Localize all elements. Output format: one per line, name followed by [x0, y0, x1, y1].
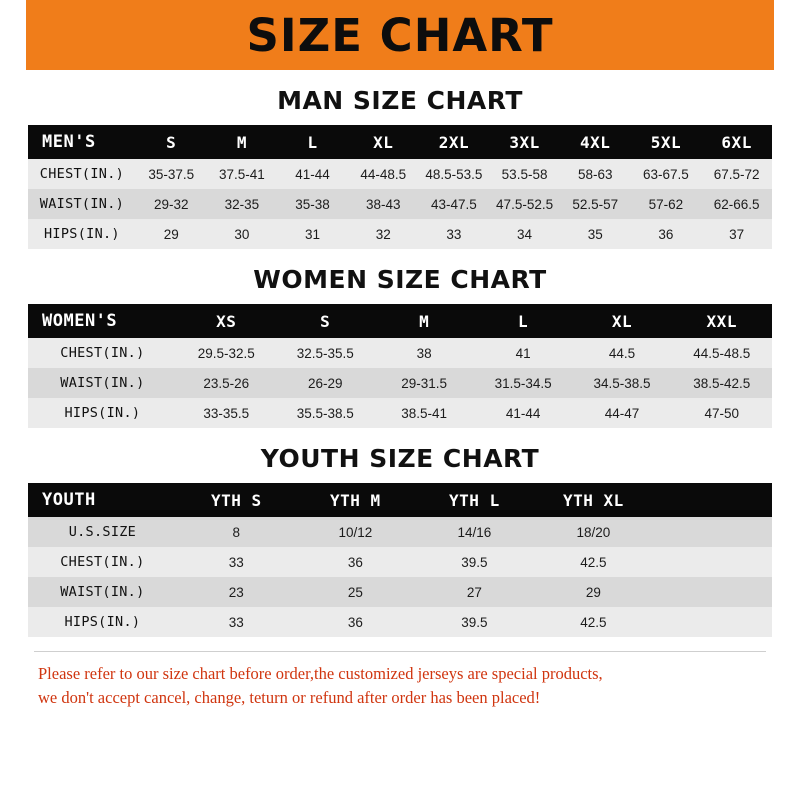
header-cell: M: [236, 132, 247, 152]
cell: 42.5: [580, 614, 607, 630]
header-cell: 3XL: [509, 132, 540, 152]
header-cell: 4XL: [580, 132, 611, 152]
cell: 43-47.5: [431, 196, 477, 212]
header-cell: [653, 483, 772, 517]
cell: 29: [163, 226, 179, 242]
cell: 34: [517, 226, 533, 242]
cell: 25: [347, 584, 363, 600]
cell: 38.5-42.5: [693, 375, 751, 391]
cell: [653, 607, 772, 637]
policy-note-line-1: Please refer to our size chart before order,the customized jerseys are special products,: [38, 664, 603, 683]
man-size-table: [28, 125, 772, 249]
cell: 29-31.5: [401, 375, 448, 391]
header-cell: YTH S: [210, 490, 262, 510]
table-header-row: [28, 304, 772, 338]
header-cell: 2XL: [438, 132, 470, 152]
header-cell: M: [419, 311, 430, 331]
cell: 36: [347, 554, 363, 570]
women-size-table: [28, 304, 772, 428]
cell: 58-63: [577, 166, 613, 182]
cell: 41: [515, 345, 531, 361]
header-cell: YTH L: [449, 490, 500, 510]
cell: 32.5-35.5: [296, 345, 354, 361]
header-cell: 6XL: [721, 132, 752, 152]
row-label: WAIST(IN.): [60, 375, 145, 391]
cell: [653, 517, 772, 547]
header-cell: XS: [216, 311, 237, 331]
cell: 47.5-52.5: [496, 196, 554, 212]
row-label: HIPS(IN.): [44, 226, 120, 242]
section-women: [28, 265, 772, 428]
cell: [653, 547, 772, 577]
cell: 33: [446, 226, 462, 242]
section-man: [28, 86, 772, 249]
cell: 23.5-26: [203, 375, 250, 391]
banner: [0, 0, 800, 70]
page-title: SIZE CHART: [246, 8, 554, 62]
header-cell: 5XL: [650, 132, 682, 152]
header-cell: YTH XL: [563, 490, 624, 510]
cell: [653, 577, 772, 607]
cell: 29.5-32.5: [197, 345, 255, 361]
cell: 8: [232, 524, 241, 540]
cell: 36: [347, 614, 363, 630]
row-label: WAIST(IN.): [60, 584, 145, 600]
cell: 23: [228, 584, 244, 600]
cell: 35: [587, 226, 603, 242]
section-youth: [28, 444, 772, 637]
cell: 39.5: [461, 614, 488, 630]
row-label: U.S.SIZE: [68, 524, 137, 540]
row-label: WAIST(IN.): [39, 196, 125, 212]
cell: 26-29: [307, 375, 343, 391]
cell: 38: [416, 345, 432, 361]
cell: 47-50: [704, 405, 740, 421]
table-row: [28, 398, 772, 428]
cell: 42.5: [580, 554, 607, 570]
cell: 32: [375, 226, 391, 242]
cell: 37: [729, 226, 745, 242]
header-cell: L: [518, 311, 529, 331]
row-label: HIPS(IN.): [64, 405, 141, 421]
cell: 37.5-41: [218, 166, 265, 182]
cell: 57-62: [648, 196, 684, 212]
cell: 33: [228, 614, 244, 630]
table-header-row: [28, 125, 772, 159]
row-label: CHEST(IN.): [60, 554, 145, 570]
cell: 35-38: [295, 196, 330, 212]
cell: 29-32: [153, 196, 189, 212]
cell: 27: [466, 584, 482, 600]
cell: 32-35: [224, 196, 260, 212]
table-row: [28, 338, 772, 368]
header-cell: MEN'S: [42, 132, 96, 152]
section-title-women: WOMEN SIZE CHART: [253, 265, 547, 294]
cell: 10/12: [338, 524, 373, 540]
cell: 67.5-72: [713, 166, 760, 182]
cell: 41-44: [295, 166, 330, 182]
table-row: [28, 577, 772, 607]
header-cell: S: [166, 132, 177, 152]
cell: 30: [234, 226, 250, 242]
table-row: [28, 607, 772, 637]
row-label: CHEST(IN.): [60, 345, 145, 361]
cell: 52.5-57: [572, 196, 619, 212]
cell: 31.5-34.5: [494, 375, 552, 391]
header-cell: YTH M: [330, 490, 381, 510]
cell: 33-35.5: [203, 405, 250, 421]
youth-size-table: [28, 483, 772, 637]
row-label: HIPS(IN.): [64, 614, 141, 630]
table-row: [28, 159, 772, 189]
cell: 35-37.5: [148, 166, 195, 182]
header-cell: S: [320, 311, 331, 331]
cell: 36: [658, 226, 674, 242]
cell: 31: [305, 226, 321, 242]
header-cell: XL: [373, 132, 394, 152]
header-cell: YOUTH: [42, 490, 96, 510]
cell: 18/20: [576, 524, 611, 540]
table-row: [28, 189, 772, 219]
cell: 39.5: [461, 554, 488, 570]
header-cell: XL: [611, 311, 633, 331]
cell: 34.5-38.5: [593, 375, 651, 391]
cell: 44-48.5: [360, 166, 407, 182]
cell: 48.5-53.5: [425, 166, 483, 182]
section-title-youth: YOUTH SIZE CHART: [260, 444, 540, 473]
cell: 62-66.5: [713, 196, 760, 212]
header-cell: XXL: [706, 311, 737, 331]
cell: 63-67.5: [643, 166, 689, 182]
table-row: [28, 219, 772, 249]
table-row: [28, 517, 772, 547]
table-row: [28, 547, 772, 577]
content-area: [0, 70, 800, 800]
cell: 53.5-58: [501, 166, 548, 182]
policy-note-line-2: we don't accept cancel, change, teturn or refund after order has been placed!: [38, 687, 541, 707]
row-label: CHEST(IN.): [39, 166, 125, 182]
cell: 38.5-41: [401, 405, 448, 421]
cell: 44-47: [604, 405, 640, 421]
cell: 41-44: [505, 405, 541, 421]
header-cell: L: [307, 132, 318, 152]
policy-note: [34, 651, 766, 710]
cell: 44.5: [608, 345, 636, 361]
header-cell: WOMEN'S: [42, 311, 118, 331]
cell: 44.5-48.5: [693, 345, 751, 361]
section-title-man: MAN SIZE CHART: [277, 86, 523, 115]
cell: 33: [228, 554, 244, 570]
cell: 35.5-38.5: [296, 405, 354, 421]
cell: 38-43: [365, 196, 401, 212]
cell: 14/16: [457, 524, 492, 540]
cell: 29: [585, 584, 601, 600]
table-row: [28, 368, 772, 398]
table-header-row: [28, 483, 772, 517]
